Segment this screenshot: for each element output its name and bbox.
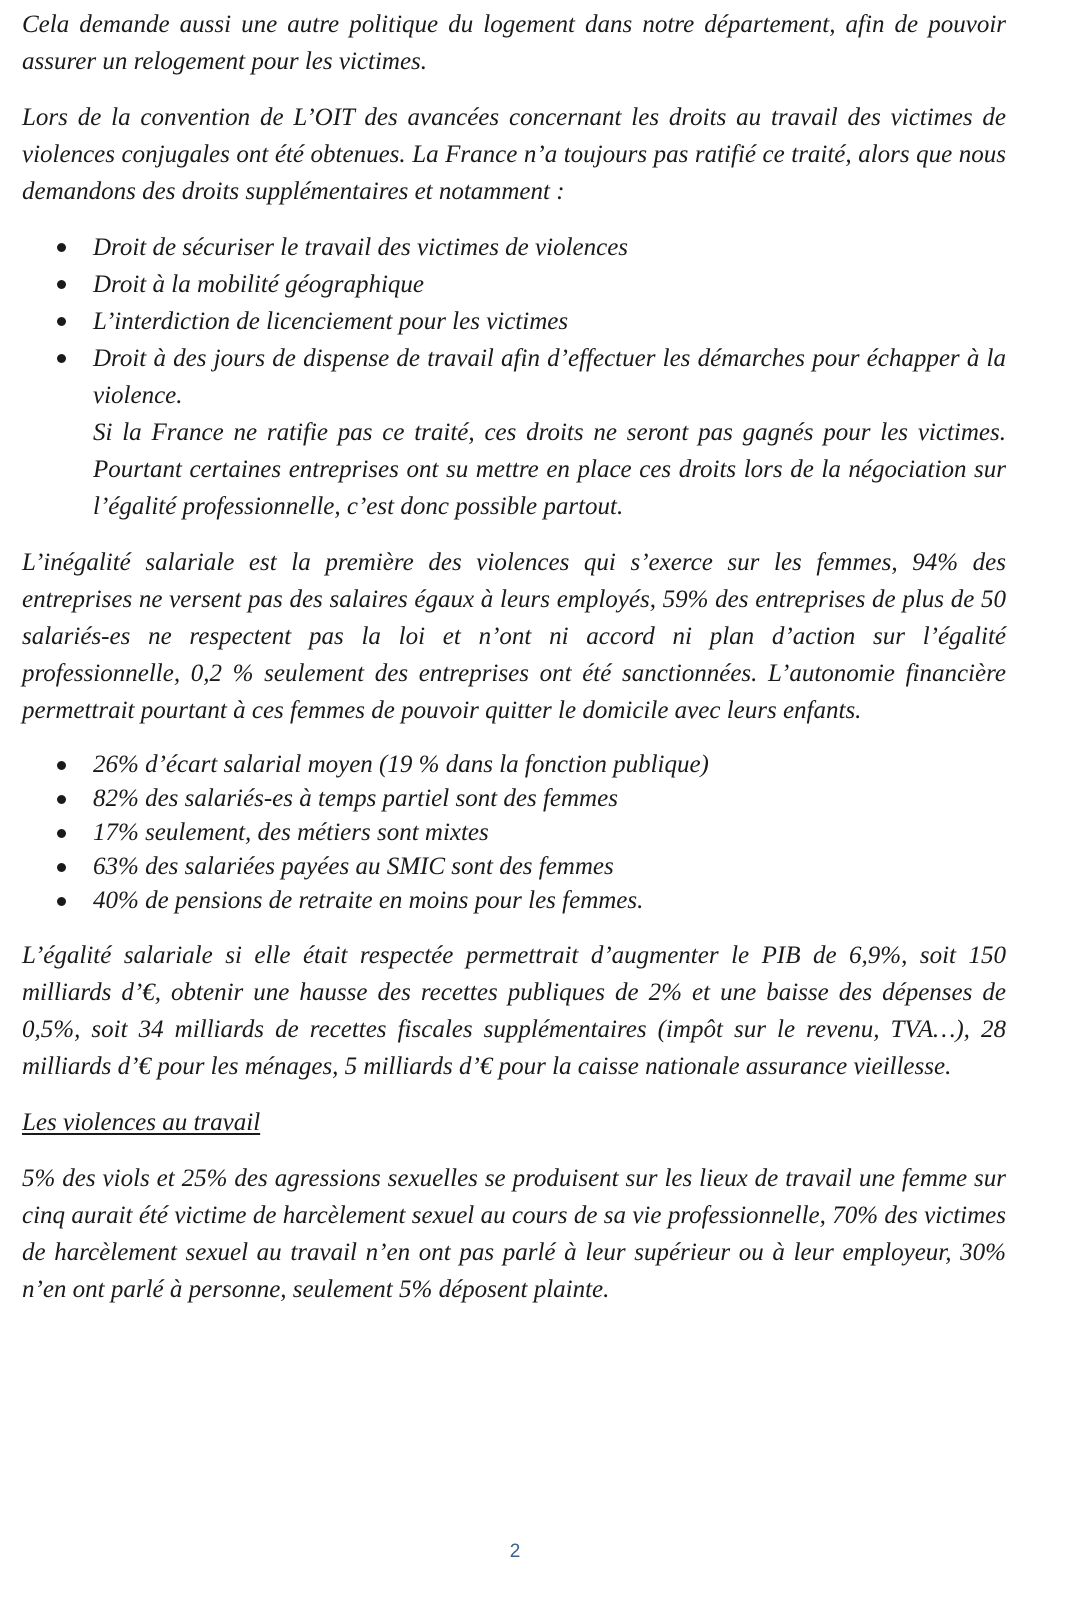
document-page xyxy=(22,6,1006,1327)
list-item: L’interdiction de licenciement pour les victimes xyxy=(22,303,1006,340)
rights-note: Si la France ne ratifie pas ce traité, ces droits ne seront pas gagnés pour les victimes. Pourtant certaines entreprises ont su mettre en place ces droits lors de la négociation sur l’égalité professionnelle, c’est donc possible partout. xyxy=(93,419,1006,520)
list-item: 26% d’écart salarial moyen (19 % dans la fonction publique) xyxy=(22,748,1006,782)
paragraph-housing-policy: Cela demande aussi une autre politique du logement dans notre département, afin de pouvoir assurer un relogement pour les victimes. xyxy=(22,11,1006,75)
page-number: 2 xyxy=(509,1541,521,1562)
paragraph-wage-inequality: L’inégalité salariale est la première des violences qui s’exerce sur les femmes, 94% des entreprises ne versent pas des salaires égaux à leurs employés, 59% des entreprises de plus de 50 salariés-es ne respectent pas la loi et n’ont ni accord ni plan d’action sur l’égalité professionnelle, 0,2 % seulement des entreprises ont été sanctionnées. L’autonomie financière permettrait pourtant à ces femmes de pouvoir quitter le domicile avec leurs enfants. xyxy=(22,549,1006,724)
rights-bullet-list xyxy=(22,229,1006,525)
list-item: 82% des salariés-es à temps partiel sont des femmes xyxy=(22,782,1006,816)
paragraph-oit-convention: Lors de la convention de L’OIT des avancées concernant les droits au travail des victimes de violences conjugales ont été obtenues. La France n’a toujours pas ratifié ce traité, alors que nous demandons des droits supplémentaires et notamment : xyxy=(22,104,1006,205)
list-item: 40% de pensions de retraite en moins pour les femmes. xyxy=(22,884,1006,918)
paragraph-workplace-violence: 5% des viols et 25% des agressions sexuelles se produisent sur les lieux de travail une femme sur cinq aurait été victime de harcèlement sexuel au cours de sa vie professionnelle, 70% des victimes de harcèlement sexuel au travail n’en ont pas parlé à leur supérieur ou à leur employeur, 30% n’en ont parlé à personne, seulement 5% déposent plainte. xyxy=(22,1165,1006,1303)
list-item: Droit à la mobilité géographique xyxy=(22,266,1006,303)
section-heading-violences-travail: Les violences au travail xyxy=(22,1109,261,1136)
list-item: 63% des salariées payées au SMIC sont des femmes xyxy=(22,850,1006,884)
list-item: Droit de sécuriser le travail des victimes de violences xyxy=(22,229,1006,266)
paragraph-wage-equality-gdp: L’égalité salariale si elle était respectée permettrait d’augmenter le PIB de 6,9%, soit 150 milliards d’€, obtenir une hausse des recettes publiques de 2% et une baisse des dépenses de 0,5%, soit 34 milliards de recettes fiscales supplémentaires (impôt sur le revenu, TVA…), 28 milliards d’€ pour les ménages, 5 milliards d’€ pour la caisse nationale assurance vieillesse. xyxy=(22,942,1006,1080)
list-item: 17% seulement, des métiers sont mixtes xyxy=(22,816,1006,850)
list-item: Droit à des jours de dispense de travail afin d’effectuer les démarches pour échapper à la violence. Si la France ne ratifie pas ce traité, ces droits ne seront pas gagnés pour les victimes. Pourtant certaines entreprises ont su mettre en place ces droits lors de la négociation sur l’égalité professionnelle, c’est donc possible partout. xyxy=(22,340,1006,525)
stats-bullet-list xyxy=(22,748,1006,918)
